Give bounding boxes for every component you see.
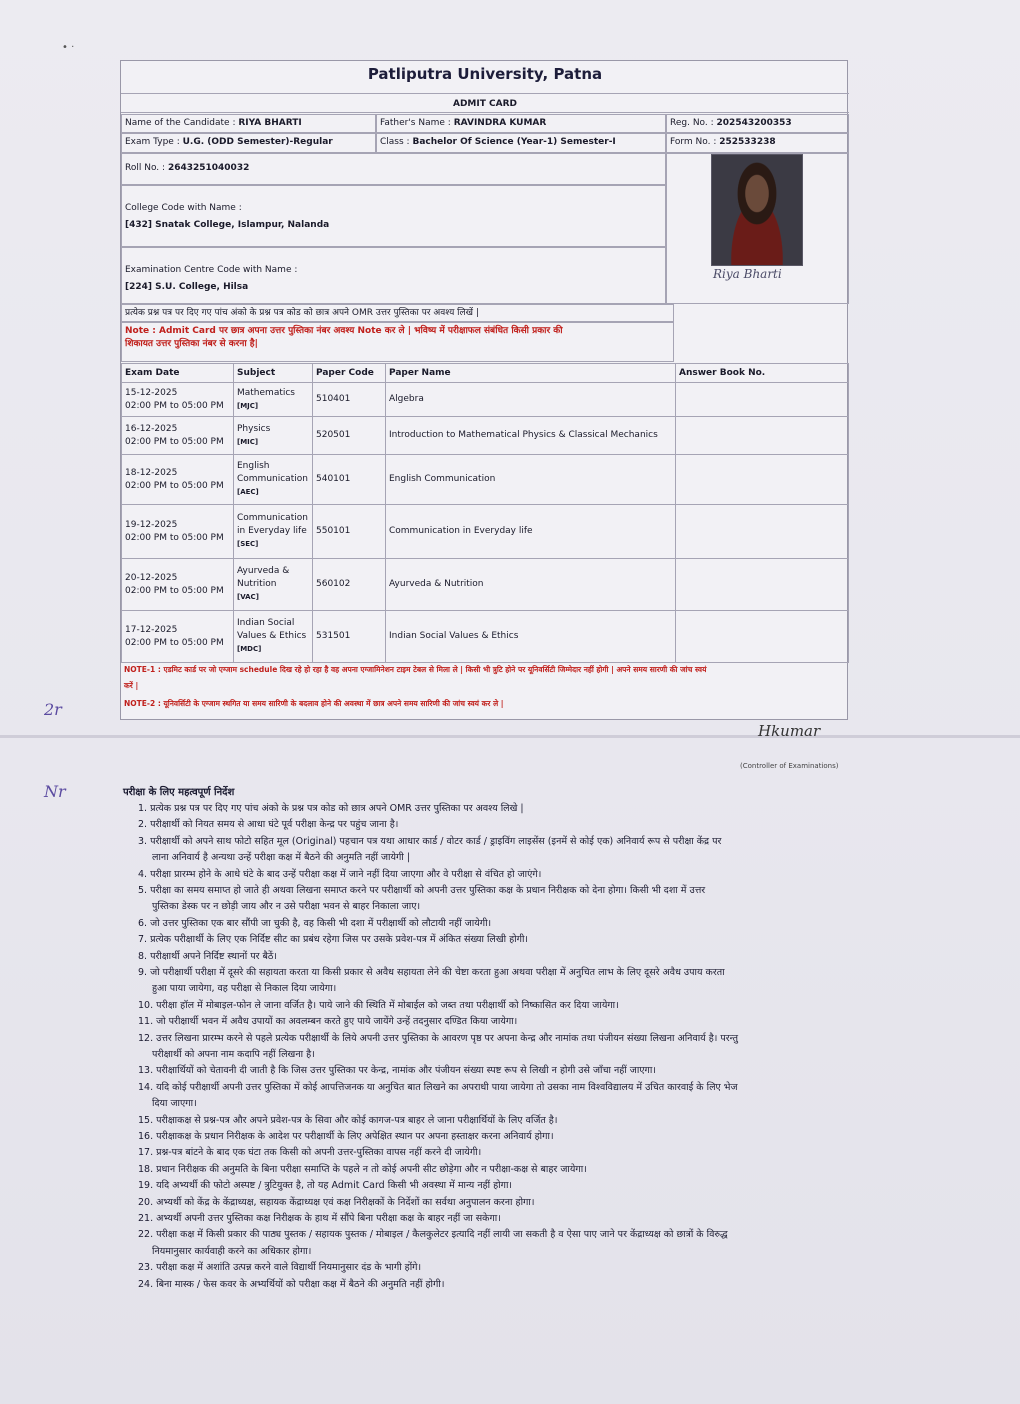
exam-time: 02:00 PM to 05:00 PM (125, 436, 224, 447)
subject-name: Physics (237, 423, 271, 434)
note-1-line-2: करें | (124, 681, 139, 690)
paper-name: English Communication (386, 455, 676, 505)
roll-no-cell (121, 153, 666, 185)
header-answer-book: Answer Book No. (676, 364, 849, 383)
subject-type: [AEC] (237, 488, 259, 496)
exam-date: 19-12-2025 (125, 519, 178, 530)
instruction-line: 8. परीक्षार्थी अपने निर्दिष्ट स्थानों पर बैठें। (138, 950, 278, 962)
instruction-line: 15. परीक्षाकक्ष से प्रश्न-पत्र और अपने प्रवेश-पत्र के सिवा और कोई कागज-पत्र बाहर ले जाना परीक्षार्थियों के लिए वर्जित है। (138, 1114, 558, 1126)
exam-date: 17-12-2025 (125, 624, 178, 635)
table-row (122, 383, 849, 417)
paper-code: 520501 (313, 417, 386, 455)
margin-mark-1: 2r (44, 700, 62, 719)
exam-date-cell (122, 611, 234, 663)
controller-signature: Hkumar (758, 722, 821, 740)
subject-name: Mathematics (237, 387, 295, 398)
reg-no-label: Reg. No. : (670, 118, 714, 128)
subject-type: [MJC] (237, 401, 259, 410)
answer-book-no (676, 383, 849, 417)
paper-name: Introduction to Mathematical Physics & Classical Mechanics (386, 417, 676, 455)
omr-instruction: प्रत्येक प्रश्न पत्र पर दिए गए पांच अंको के प्रश्न पत्र कोड को छात्र अपने OMR उत्तर पुस्तिका पर अवश्य लिखें | (125, 308, 479, 318)
answer-book-no (676, 505, 849, 559)
answer-book-no (676, 455, 849, 505)
admit-card (120, 60, 848, 720)
instruction-line: 6. जो उत्तर पुस्तिका एक बार सौंपी जा चुकी है, वह किसी भी दशा में परीक्षार्थी को लौटायी नहीं जायेगी। (138, 917, 492, 929)
exam-type-label: Exam Type : (125, 137, 180, 147)
subject-name: Communication in Everyday life (237, 513, 308, 536)
header-paper-name: Paper Name (386, 364, 676, 383)
roll-no-label: Roll No. : (125, 163, 166, 173)
answer-book-no (676, 611, 849, 663)
exam-time: 02:00 PM to 05:00 PM (125, 585, 224, 596)
instruction-line: 21. अभ्यर्थी अपनी उत्तर पुस्तिका कक्ष निरीक्षक के हाथ में सौंपे बिना परीक्षा कक्ष के बाहर नहीं जा सकेगा। (138, 1213, 501, 1224)
exam-time: 02:00 PM to 05:00 PM (125, 637, 224, 648)
admit-card-heading: ADMIT CARD (121, 93, 849, 113)
exam-date: 18-12-2025 (125, 467, 178, 478)
class-value: Bachelor Of Science (Year-1) Semester-I (412, 137, 616, 147)
paper-code: 531501 (313, 611, 386, 663)
class-label: Class : (380, 137, 410, 147)
instruction-line: 22. परीक्षा कक्ष में किसी प्रकार की पाठ्य पुस्तक / सहायक पुस्तक / मोबाइल / कैलकुलेटर इत्यादि नहीं लायी जा सकती है व ऐसा पाए जाने पर केंद्राध्यक्ष को छात्रों के विरुद्ध (138, 1229, 728, 1241)
instruction-line: 16. परीक्षाकक्ष के प्रधान निरीक्षक के आदेश पर परीक्षार्थी के लिए अपेक्षित स्थान पर अपना हस्ताक्षर करना अनिवार्य होगा। (138, 1131, 554, 1142)
subject-name: Indian Social Values & Ethics (237, 618, 307, 641)
subject-type: [SEC] (237, 540, 259, 548)
controller-label: (Controller of Examinations) (740, 762, 839, 770)
college-cell (121, 185, 666, 247)
college-name: [432] Snatak College, Islampur, Nalanda (125, 220, 330, 230)
university-title: Patliputra University, Patna (367, 65, 603, 83)
father-name-label: Father's Name : (380, 118, 451, 128)
table-row (122, 417, 849, 455)
subject-name: Ayurveda & Nutrition (237, 566, 290, 589)
subject-cell (234, 383, 313, 417)
paper-name: Algebra (386, 383, 676, 417)
instruction-line: 23. परीक्षा कक्ष में अशांति उत्पन्न करने वाले विद्यार्थी नियमानुसार दंड के भागी होंगे। (138, 1262, 422, 1274)
form-no-label: Form No. : (670, 137, 717, 147)
instruction-line: 19. यदि अभ्यर्थी की फोटो अस्पष्ट / त्रुटियुक्त है, तो यह Admit Card किसी भी अवस्था में मान्य नहीं होगा। (138, 1180, 513, 1192)
red-note-line-1: Note : Admit Card पर छात्र अपना उत्तर पुस्तिका नंबर अवश्य Note कर ले | भविष्य में परीक्षाफल संबंधित किसी प्रकार की (125, 326, 563, 336)
instruction-line: पुस्तिका डेस्क पर न छोड़ी जाय और न उसे परीक्षा भवन से बाहर निकाला जाए। (152, 901, 421, 913)
answer-book-no (676, 559, 849, 611)
instruction-line: 12. उत्तर लिखना प्रारम्भ करने से पहले प्रत्येक परीक्षार्थी के लिये अपनी उत्तर पुस्तिका के आवरण पृष्ठ पर अपना केन्द्र और नामांक तथा पंजीयन संख्या लिखना अनिवार्य है। परन्तु (138, 1032, 738, 1044)
exam-date: 20-12-2025 (125, 572, 178, 583)
instruction-line: 11. जो परीक्षार्थी भवन में अवैध उपायों का अवलम्बन करते हुए पाये जायेंगे उन्हें तदनुसार दण्डित किया जायेगा। (138, 1016, 518, 1028)
candidate-photo (711, 154, 803, 266)
red-note-line-2: शिकायत उत्तर पुस्तिका नंबर से करना है| (125, 339, 258, 349)
instruction-line: 20. अभ्यर्थी को केंद्र के केंद्राध्यक्ष, सहायक केंद्राध्यक्ष एवं कक्ष निरीक्षकों के निर्देशों का सर्वथा अनुपालन करना होगा। (138, 1196, 535, 1208)
instructions-section (120, 784, 848, 1300)
instruction-line: 9. जो परीक्षार्थी परीक्षा में दूसरे की सहायता करता या किसी प्रकार से अवैध सहायता लेने की चेष्टा करता हुआ अथवा परीक्षा में अनुचित लाभ के लिए दूसरे अवैध उपाय करता (138, 967, 725, 978)
subject-type: [VAC] (237, 593, 259, 601)
subject-type: [MIC] (237, 437, 259, 446)
exam-schedule-table (121, 363, 849, 663)
table-row (122, 559, 849, 611)
exam-date-cell (122, 383, 234, 417)
roll-no: 2643251040032 (167, 163, 250, 173)
instruction-line: 17. प्रश्न-पत्र बांटने के बाद एक घंटा तक किसी को अपनी उत्तर-पुस्तिका वापस नहीं करने दी जायेगी। (138, 1147, 482, 1159)
paper-name: Indian Social Values & Ethics (386, 611, 676, 663)
class-cell (376, 133, 666, 153)
red-note-cell (121, 322, 674, 362)
exam-time: 02:00 PM to 05:00 PM (125, 400, 224, 411)
candidate-name-cell (121, 114, 376, 133)
omr-instruction-cell (121, 304, 674, 322)
exam-date: 16-12-2025 (125, 423, 178, 434)
candidate-name: RIYA BHARTI (238, 118, 302, 128)
margin-mark-2: Nr (44, 782, 66, 801)
instruction-line: 7. प्रत्येक परीक्षार्थी के लिए एक निर्दिष्ट सीट का प्रबंध रहेगा जिस पर उसके प्रवेश-पत्र में अंकित संख्या लिखी होगी। (138, 934, 529, 946)
instruction-line: 13. परीक्षार्थियों को चेतावनी दी जाती है कि जिस उत्तर पुस्तिका पर केन्द्र, नामांक और पंजीयन संख्या स्पष्ट रूप से लिखी न होगी उसे जाँचा नहीं जाएगा। (138, 1065, 656, 1077)
instruction-line: परीक्षार्थी को अपना नाम कदापि नहीं लिखना है। (152, 1049, 315, 1060)
subject-name: English Communication (237, 461, 308, 484)
candidate-signature: Riya Bharti (713, 267, 782, 281)
instruction-line: 1. प्रत्येक प्रश्न पत्र पर दिए गए पांच अंको के प्रश्न पत्र कोड को छात्र अपने OMR उत्तर पुस्तिका पर अवश्य लिखे | (138, 803, 524, 814)
paper-code: 540101 (313, 455, 386, 505)
note-2: NOTE-2 : यूनिवर्सिटी के एग्जाम स्थगित या समय सारिणी के बदलाव होने की अवस्था में छात्र अपने समय सारिणी की जांच स्वयं कर ले | (124, 699, 504, 708)
instruction-line: 2. परीक्षार्थी को नियत समय से आधा घंटे पूर्व परीक्षा केन्द्र पर पहुंच जाना है। (138, 819, 399, 831)
form-no-cell (666, 133, 849, 153)
paper-code: 560102 (313, 559, 386, 611)
instruction-line: हुआ पाया जायेगा, वह परीक्षा से निकाल दिया जायेगा। (152, 983, 337, 995)
header-paper-code: Paper Code (313, 364, 386, 383)
father-name: RAVINDRA KUMAR (453, 118, 547, 128)
subject-cell (234, 417, 313, 455)
header-subject: Subject (234, 364, 313, 383)
form-no: 252533238 (719, 137, 776, 147)
paper-code: 510401 (313, 383, 386, 417)
subject-type: [MDC] (237, 645, 262, 653)
exam-time: 02:00 PM to 05:00 PM (125, 532, 224, 543)
corner-marks: • · (62, 42, 75, 53)
note-1-line-1: NOTE-1 : एडमिट कार्ड पर जो एग्जाम schedule दिख रहे हो रहा है वह अपना एग्जामिनेशन टाइम टेबल से मिला ले | किसी भी त्रुटि होने पर यूनिवर्सिटी जिम्मेदार नहीं होगी | अपने समय सारणी की जांच स्वयं (124, 665, 707, 674)
centre-cell (121, 247, 666, 304)
exam-date-cell (122, 455, 234, 505)
subject-cell (234, 505, 313, 559)
instruction-line: लाना अनिवार्य है अन्यथा उन्हें परीक्षा कक्ष में बैठने की अनुमति नहीं जायेगी | (152, 852, 411, 864)
paper-name: Communication in Everyday life (386, 505, 676, 559)
header-exam-date: Exam Date (122, 364, 234, 383)
father-name-cell (376, 114, 666, 133)
subject-cell (234, 611, 313, 663)
instruction-line: नियमानुसार कार्यवाही करने का अधिकार होगा। (152, 1245, 312, 1257)
college-label: College Code with Name : (125, 203, 242, 213)
instruction-line: 14. यदि कोई परीक्षार्थी अपनी उत्तर पुस्तिका में कोई आपत्तिजनक या अनुचित बात लिखने का अपराधी पाया जायेगा तो उसका नाम विश्वविद्यालय में उचित कारवाई के लिए भेज (138, 1081, 738, 1093)
exam-date-cell (122, 417, 234, 455)
centre-name: [224] S.U. College, Hilsa (125, 282, 249, 292)
exam-type: U.G. (ODD Semester)-Regular (182, 137, 333, 147)
table-row (122, 455, 849, 505)
candidate-name-label: Name of the Candidate : (125, 118, 236, 128)
instruction-line: 10. परीक्षा हॉल में मोबाइल-फोन ले जाना वर्जित है। पाये जाने की स्थिति में मोबाईल को जब्त तथा परीक्षार्थी को निष्कासित कर दिया जायेगा। (138, 999, 619, 1011)
reg-no: 202543200353 (716, 118, 792, 128)
subject-cell (234, 455, 313, 505)
exam-date-cell (122, 559, 234, 611)
exam-date-cell (122, 505, 234, 559)
instruction-line: 3. परीक्षार्थी को अपने साथ फोटो सहित मूल (Original) पहचान पत्र यथा आधार कार्ड / वोटर कार्ड / ड्राइविंग लाइसेंस (इनमें से कोई एक) अनिवार्य रूप से परीक्षा केंद्र पर (138, 835, 722, 847)
table-row (122, 611, 849, 663)
subject-cell (234, 559, 313, 611)
instruction-line: 18. प्रधान निरीक्षक की अनुमति के बिना परीक्षा समाप्ति के पहले न तो कोई अपनी सीट छोड़ेगा और न परीक्षा-कक्ष से बाहर जायेगा। (138, 1163, 587, 1175)
instruction-line: दिया जाएगा। (152, 1098, 197, 1110)
centre-label: Examination Centre Code with Name : (125, 265, 298, 275)
instruction-line: 5. परीक्षा का समय समाप्त हो जाते ही अथवा लिखना समाप्त करने पर परीक्षार्थी को अपनी उत्तर पुस्तिका कक्ष के प्रधान निरीक्षक को देना होगा। किसी भी दशा में उत्तर (138, 885, 706, 896)
instruction-line: 4. परीक्षा प्रारम्भ होने के आधे घंटे के बाद उन्हें परीक्षा कक्ष में जाने नहीं दिया जाएगा और वे परीक्षा से वंचित हो जाएंगे। (138, 868, 542, 880)
exam-date: 15-12-2025 (125, 387, 178, 398)
exam-time: 02:00 PM to 05:00 PM (125, 480, 224, 491)
instructions-heading: परीक्षा के लिए महत्वपूर्ण निर्देश (123, 787, 235, 798)
table-header-row (122, 364, 849, 383)
instruction-line: 24. बिना मास्क / फेस कवर के अभ्यर्थियों को परीक्षा कक्ष में बैठने की अनुमति नहीं होगी। (138, 1278, 445, 1290)
reg-no-cell (666, 114, 849, 133)
paper-name: Ayurveda & Nutrition (386, 559, 676, 611)
paper-code: 550101 (313, 505, 386, 559)
answer-book-no (676, 417, 849, 455)
table-row (122, 505, 849, 559)
page-fold (0, 735, 1020, 738)
exam-type-cell (121, 133, 376, 153)
